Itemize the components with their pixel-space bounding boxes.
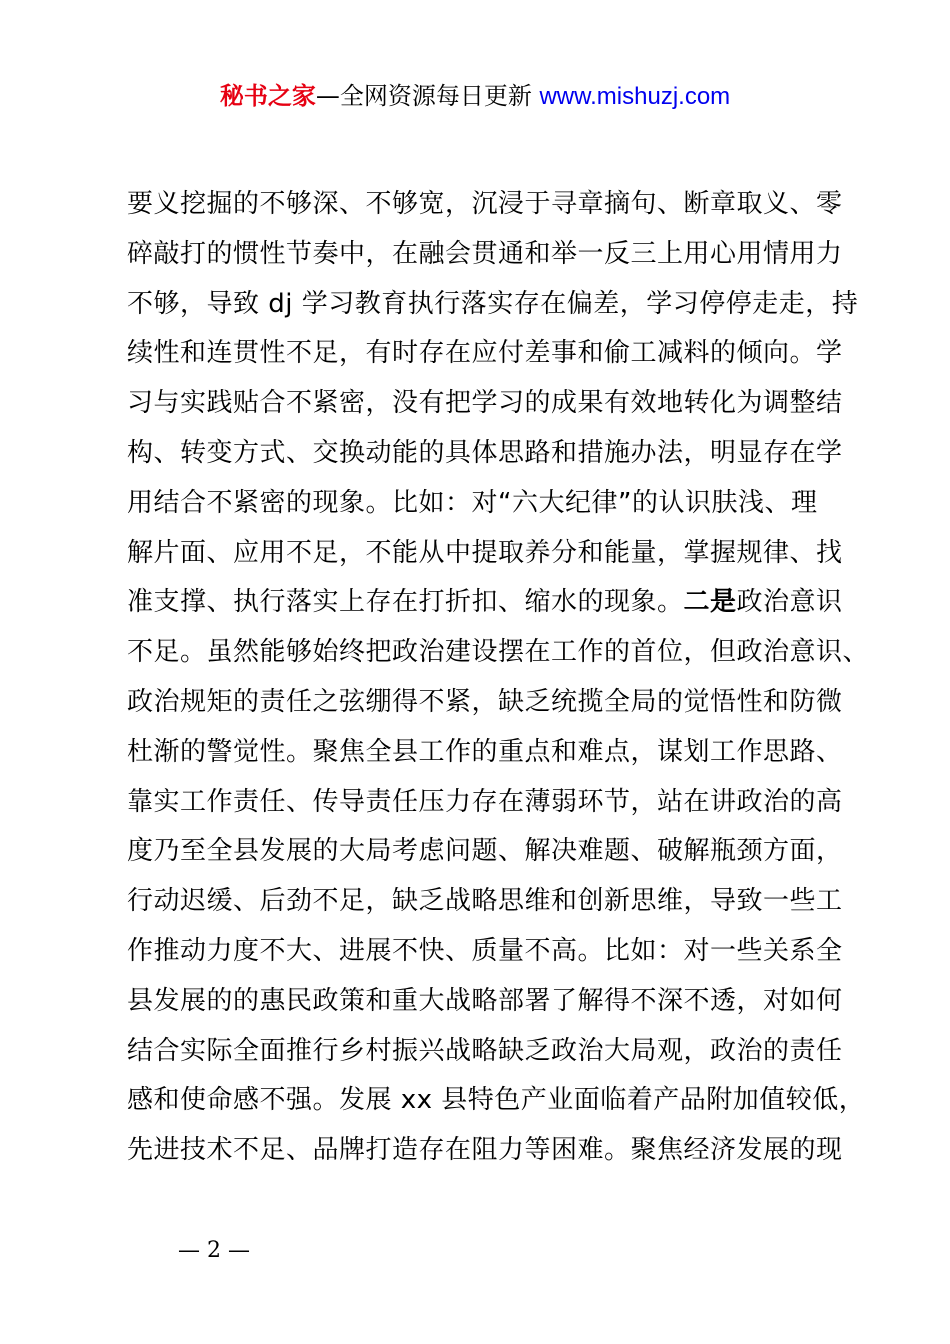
text-line: 作推动力度不大、进展不快、质量不高。比如：对一些关系全 xyxy=(127,935,843,966)
text-line: 习与实践贴合不紧密，没有把学习的成果有效地转化为调整结 xyxy=(127,388,843,419)
text-line xyxy=(127,578,843,628)
text-line: 不够，导致 dj 学习教育执行落实存在偏差，学习停停走走，持 xyxy=(127,288,859,319)
text-line: 解片面、应用不足，不能从中提取养分和能量，掌握规律、找 xyxy=(127,537,843,568)
text-line: 行动迟缓、后劲不足，缺乏战略思维和创新思维，导致一些工 xyxy=(127,886,843,917)
text-line: 政治规矩的责任之弦绷得不紧，缺乏统揽全局的觉悟性和防微 xyxy=(127,686,843,717)
text-line: 靠实工作责任、传导责任压力存在薄弱环节，站在讲政治的高 xyxy=(127,786,843,817)
text-line: 碎敲打的惯性节奏中，在融会贯通和举一反三上用心用情用力 xyxy=(127,238,843,269)
text-line: 度乃至全县发展的大局考虑问题、解决难题、破解瓶颈方面， xyxy=(127,836,843,867)
text-line: 县发展的的惠民政策和重大战略部署了解得不深不透，对如何 xyxy=(127,985,843,1016)
site-url-link[interactable]: www.mishuzj.com xyxy=(539,83,731,110)
text-line: 先进技术不足、品牌打造存在阻力等困难。聚焦经济发展的现 xyxy=(127,1135,843,1166)
section-marker-bold: 二是 xyxy=(683,587,737,618)
text-line: 杜渐的警觉性。聚焦全县工作的重点和难点，谋划工作思路、 xyxy=(127,736,843,767)
page-number: — 2 — xyxy=(178,1238,250,1263)
text-line: 要义挖掘的不够深、不够宽，沉浸于寻章摘句、断章取义、零 xyxy=(127,189,843,219)
document-body xyxy=(127,180,870,1176)
text-segment: 政治意识 xyxy=(736,587,843,618)
text-line: 构、转变方式、交换动能的具体思路和措施办法，明显存在学 xyxy=(127,437,843,468)
site-header xyxy=(0,80,950,113)
brand-name: 秘书之家 xyxy=(219,82,316,110)
text-line: 续性和连贯性不足，有时存在应付差事和偷工减料的倾向。学 xyxy=(127,338,843,369)
header-tagline: —全网资源每日更新 xyxy=(315,82,540,110)
text-line: 结合实际全面推行乡村振兴战略缺乏政治大局观，政治的责任 xyxy=(127,1035,843,1066)
text-line: 感和使命感不强。发展 xx 县特色产业面临着产品附加值较低， xyxy=(127,1085,866,1116)
text-line: 用结合不紧密的现象。比如：对“六大纪律”的认识肤浅、理 xyxy=(127,487,818,518)
text-line: 不足。虽然能够始终把政治建设摆在工作的首位，但政治意识、 xyxy=(127,637,870,668)
text-segment: 准支撑、执行落实上存在打折扣、缩水的现象。 xyxy=(127,587,684,618)
